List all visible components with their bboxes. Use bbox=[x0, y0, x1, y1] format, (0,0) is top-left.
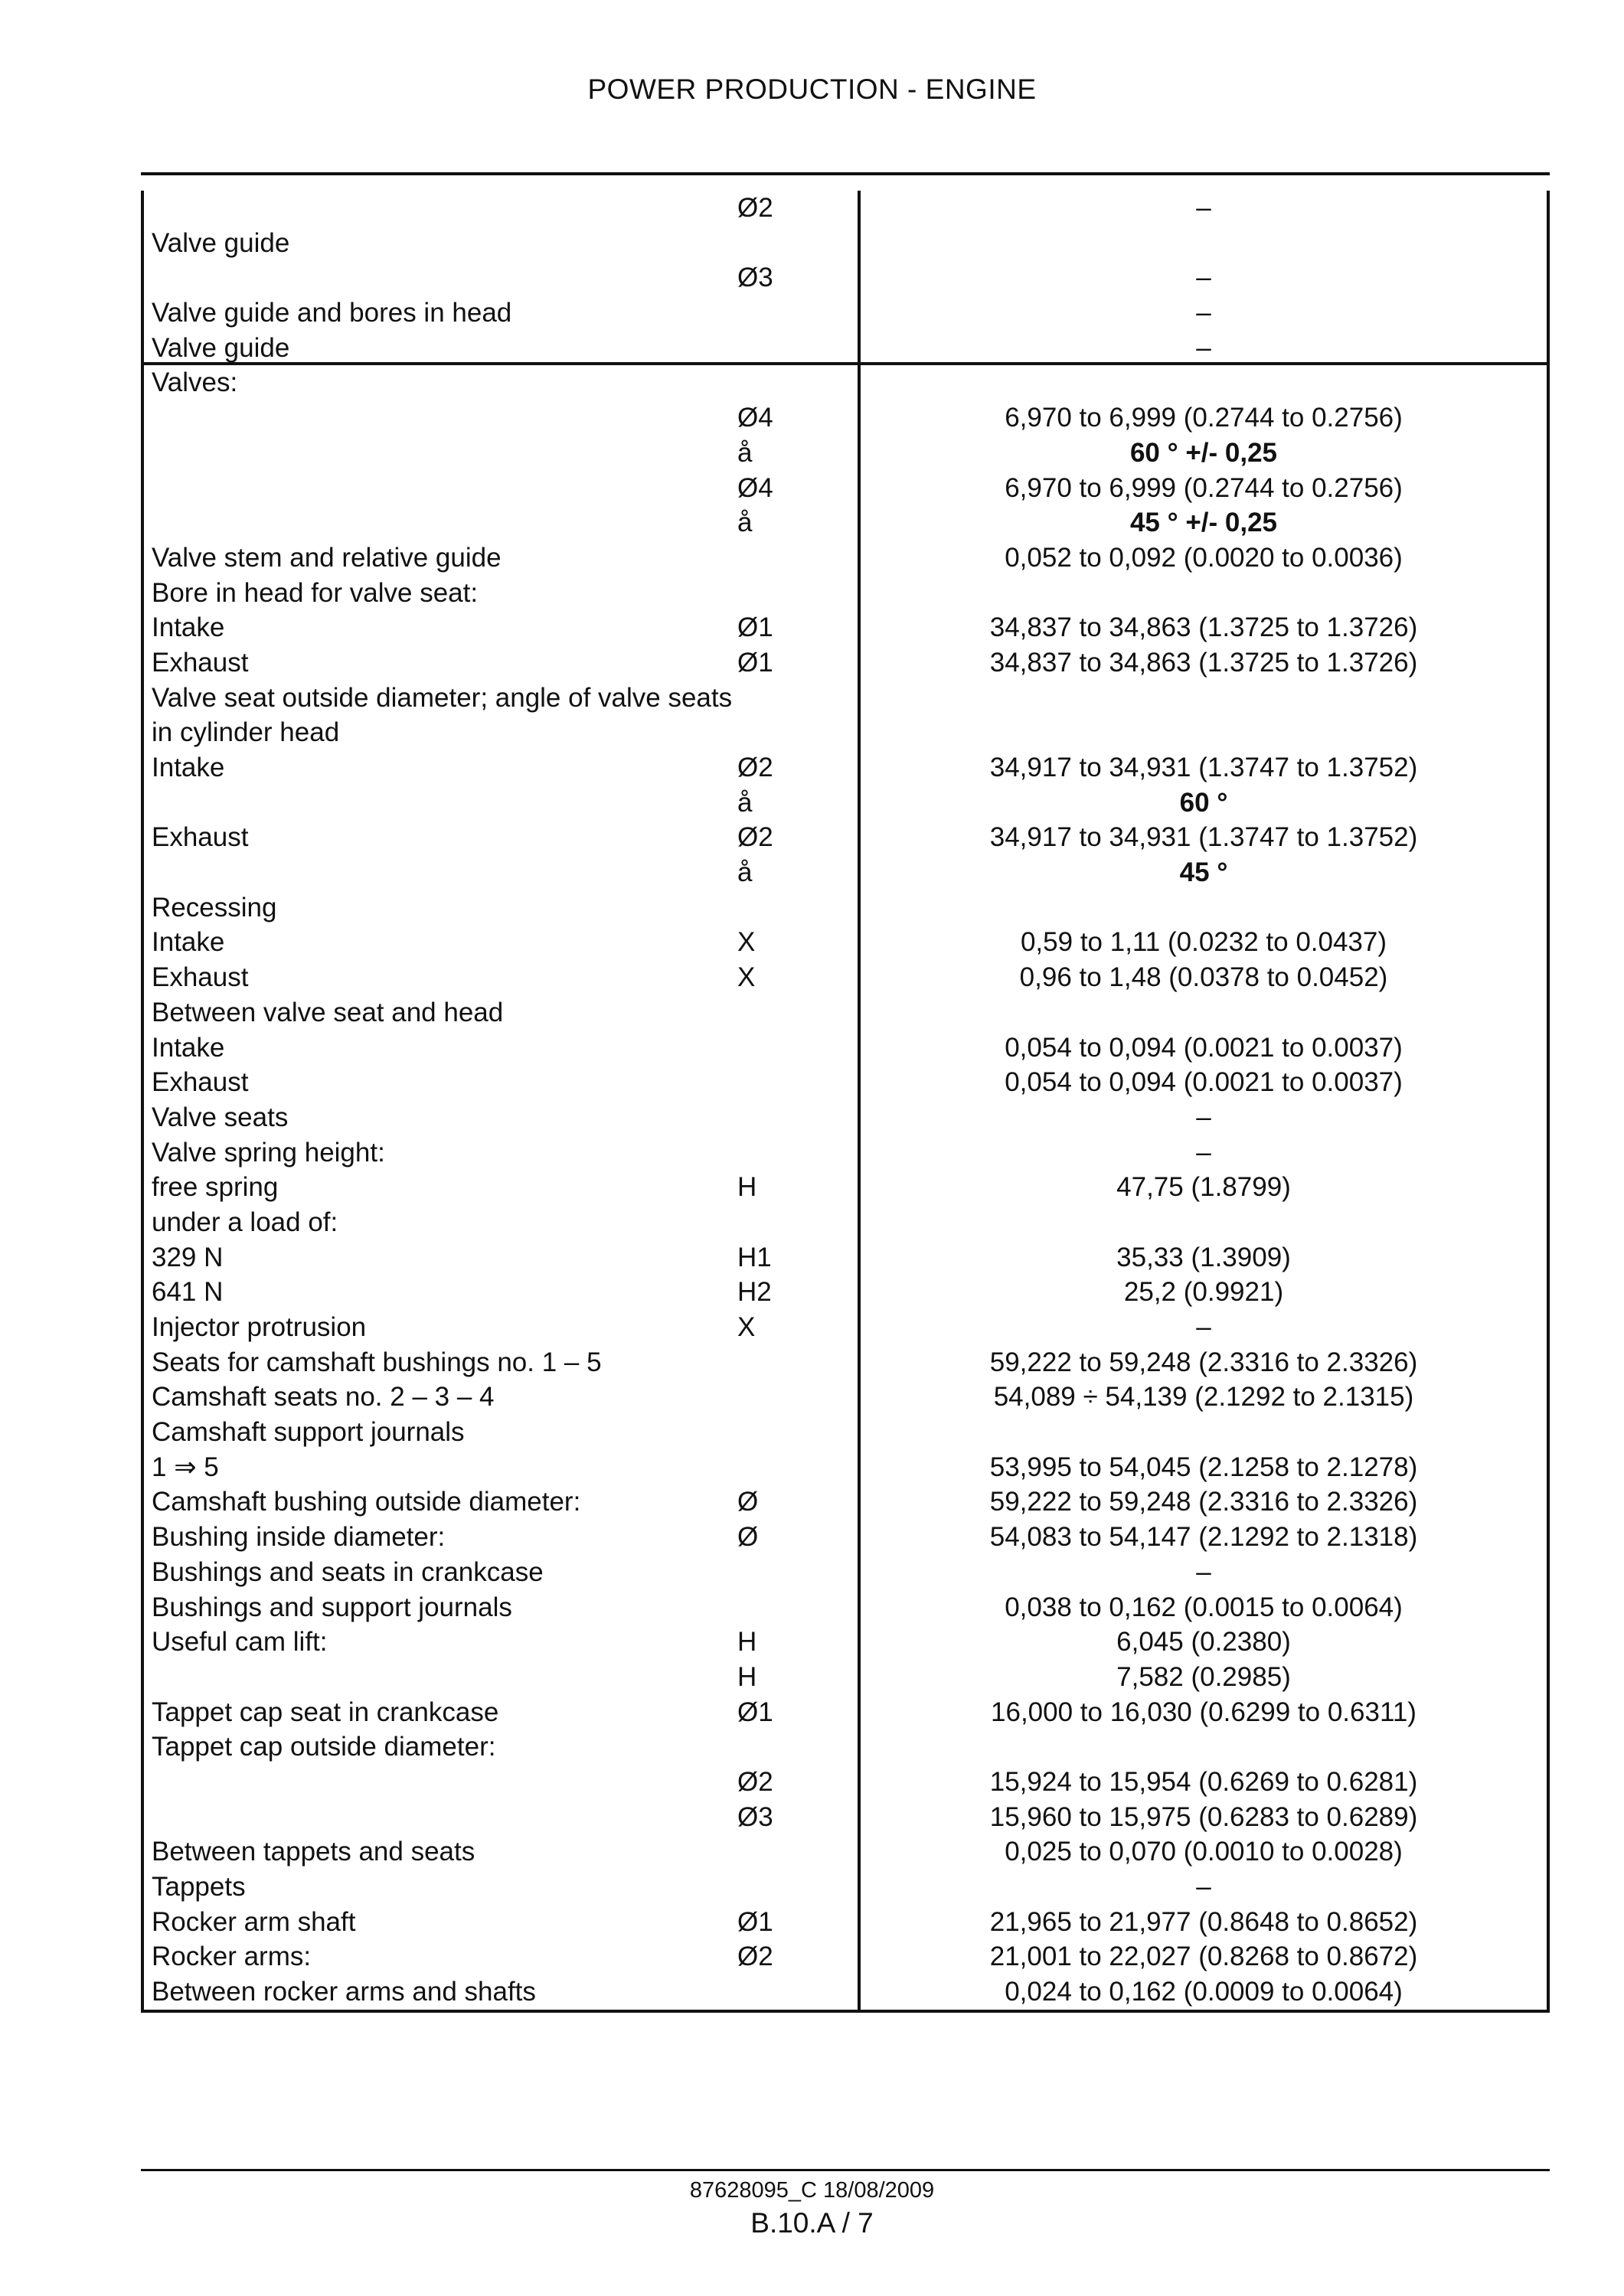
spec-symbol: å bbox=[737, 787, 753, 818]
spec-value: – bbox=[858, 296, 1547, 331]
spec-symbol bbox=[737, 1205, 858, 1240]
spec-value: 6,970 to 6,999 (0.2744 to 0.2756) bbox=[858, 400, 1547, 436]
spec-label bbox=[144, 400, 737, 436]
table-row bbox=[144, 541, 1547, 576]
spec-symbol: Ø2 bbox=[737, 822, 773, 853]
spec-value bbox=[858, 576, 1547, 611]
spec-symbol bbox=[737, 1590, 858, 1625]
table-row bbox=[144, 576, 1547, 611]
table-row bbox=[144, 436, 1547, 471]
table-row bbox=[144, 960, 1547, 995]
spec-label bbox=[144, 1660, 737, 1695]
spec-symbol: Ø1 bbox=[737, 1697, 773, 1727]
spec-symbol: Ø2 bbox=[737, 1942, 773, 1972]
table-row bbox=[144, 890, 1547, 926]
spec-label: 1 ⇒ 5 bbox=[152, 1452, 219, 1482]
spec-symbol: Ø3 bbox=[737, 263, 773, 293]
spec-value: – bbox=[858, 1870, 1547, 1905]
spec-value bbox=[858, 226, 1547, 261]
table-row bbox=[144, 1870, 1547, 1905]
spec-label: Intake bbox=[152, 1032, 225, 1063]
spec-label: Intake bbox=[152, 753, 225, 783]
spec-symbol bbox=[737, 1100, 858, 1135]
spec-label: Bushings and seats in crankcase bbox=[152, 1556, 544, 1587]
spec-symbol: Ø4 bbox=[737, 472, 773, 503]
spec-value: 15,960 to 15,975 (0.6283 to 0.6289) bbox=[858, 1800, 1547, 1835]
spec-value: 45 ° bbox=[858, 855, 1547, 890]
spec-value bbox=[858, 365, 1547, 400]
table-row bbox=[144, 1345, 1547, 1380]
spec-symbol: Ø1 bbox=[737, 612, 773, 643]
spec-symbol: å bbox=[737, 857, 753, 888]
spec-label: Between tappets and seats bbox=[152, 1837, 475, 1867]
spec-value: 53,995 to 54,045 (2.1258 to 2.1278) bbox=[858, 1450, 1547, 1485]
spec-label: 329 N bbox=[152, 1242, 224, 1272]
spec-label: Tappet cap outside diameter: bbox=[152, 1732, 496, 1762]
table-row bbox=[144, 260, 1547, 296]
table-row bbox=[144, 1800, 1547, 1835]
spec-value: 7,582 (0.2985) bbox=[858, 1660, 1547, 1695]
spec-symbol: Ø bbox=[737, 1522, 759, 1553]
table-row bbox=[144, 1100, 1547, 1135]
spec-symbol bbox=[737, 226, 858, 261]
spec-value: 15,924 to 15,954 (0.6269 to 0.6281) bbox=[858, 1765, 1547, 1800]
table-row bbox=[144, 1275, 1547, 1310]
table-row bbox=[144, 681, 1547, 750]
spec-symbol: X bbox=[737, 927, 756, 958]
table-row bbox=[144, 400, 1547, 436]
spec-label: Valve guide bbox=[152, 227, 290, 258]
spec-value bbox=[858, 995, 1547, 1030]
spec-value: 0,024 to 0,162 (0.0009 to 0.0064) bbox=[858, 1974, 1547, 2010]
spec-symbol bbox=[737, 1030, 858, 1066]
spec-value: – bbox=[858, 1100, 1547, 1135]
spec-value: 45 ° +/- 0,25 bbox=[858, 505, 1547, 541]
spec-symbol: Ø bbox=[737, 1487, 759, 1517]
spec-value: 0,59 to 1,11 (0.0232 to 0.0437) bbox=[858, 925, 1547, 960]
spec-symbol bbox=[737, 1834, 858, 1870]
page-header-title: POWER PRODUCTION - ENGINE bbox=[587, 73, 1037, 105]
spec-label: 641 N bbox=[152, 1277, 224, 1308]
spec-label: Valve seat outside diameter; angle of valve seats in cylinder head bbox=[152, 682, 733, 748]
spec-symbol: X bbox=[737, 962, 756, 993]
spec-symbol: H2 bbox=[737, 1277, 772, 1308]
table-row bbox=[144, 855, 1547, 890]
spec-symbol bbox=[737, 365, 858, 400]
spec-symbol bbox=[737, 1974, 858, 2010]
spec-value: 60 ° bbox=[858, 785, 1547, 821]
footer-doc-code: 87628095_C 18/08/2009 bbox=[689, 2178, 935, 2203]
header-divider bbox=[141, 172, 1550, 175]
table-row bbox=[144, 1135, 1547, 1171]
spec-value: 6,970 to 6,999 (0.2744 to 0.2756) bbox=[858, 471, 1547, 506]
spec-label: Exhaust bbox=[152, 647, 249, 678]
spec-value: 6,045 (0.2380) bbox=[858, 1625, 1547, 1660]
spec-value: 16,000 to 16,030 (0.6299 to 0.6311) bbox=[858, 1695, 1547, 1730]
spec-label: Tappets bbox=[152, 1872, 246, 1902]
spec-value bbox=[858, 1205, 1547, 1240]
table-row bbox=[144, 610, 1547, 645]
spec-value: 54,083 to 54,147 (2.1292 to 2.1318) bbox=[858, 1520, 1547, 1555]
spec-symbol bbox=[737, 1870, 858, 1905]
spec-label: Between rocker arms and shafts bbox=[152, 1977, 536, 2007]
spec-value: 35,33 (1.3909) bbox=[858, 1240, 1547, 1275]
table-row bbox=[144, 365, 1547, 400]
spec-value: 25,2 (0.9921) bbox=[858, 1275, 1547, 1310]
spec-symbol: Ø2 bbox=[737, 1766, 773, 1797]
spec-value: 21,001 to 22,027 (0.8268 to 0.8672) bbox=[858, 1939, 1547, 1974]
spec-symbol bbox=[737, 995, 858, 1030]
table-row bbox=[144, 471, 1547, 506]
table-row bbox=[144, 1415, 1547, 1450]
spec-value bbox=[858, 681, 1547, 750]
spec-value: – bbox=[858, 1555, 1547, 1590]
spec-label bbox=[144, 505, 737, 541]
table-row bbox=[144, 1660, 1547, 1695]
spec-value: 0,054 to 0,094 (0.0021 to 0.0037) bbox=[858, 1030, 1547, 1066]
table-row bbox=[144, 1905, 1547, 1940]
table-row bbox=[144, 1939, 1547, 1974]
spec-symbol bbox=[737, 541, 858, 576]
spec-label: Exhaust bbox=[152, 962, 249, 993]
spec-value: 34,837 to 34,863 (1.3725 to 1.3726) bbox=[858, 610, 1547, 645]
spec-symbol bbox=[737, 1065, 858, 1100]
spec-label: Bore in head for valve seat: bbox=[152, 577, 479, 608]
spec-label: Valves: bbox=[152, 367, 238, 398]
spec-value: 21,965 to 21,977 (0.8648 to 0.8652) bbox=[858, 1905, 1547, 1940]
table-row bbox=[144, 1590, 1547, 1625]
table-row bbox=[144, 1695, 1547, 1730]
spec-symbol bbox=[737, 1345, 858, 1380]
spec-value bbox=[858, 1729, 1547, 1765]
footer-page-number: B.10.A / 7 bbox=[750, 2207, 874, 2239]
spec-label: Valve spring height: bbox=[152, 1137, 385, 1168]
spec-symbol: H1 bbox=[737, 1242, 772, 1272]
table-row bbox=[144, 785, 1547, 821]
table-row bbox=[144, 505, 1547, 541]
spec-value: 0,038 to 0,162 (0.0015 to 0.0064) bbox=[858, 1590, 1547, 1625]
spec-symbol: å bbox=[737, 508, 753, 538]
spec-label: Camshaft support journals bbox=[152, 1417, 465, 1448]
table-row bbox=[144, 1520, 1547, 1555]
spec-label: Camshaft bushing outside diameter: bbox=[152, 1487, 581, 1517]
spec-value: – bbox=[858, 1310, 1547, 1345]
table-row bbox=[144, 226, 1547, 261]
table-row bbox=[144, 750, 1547, 785]
spec-label: Rocker arms: bbox=[152, 1942, 312, 1972]
table-row bbox=[144, 1555, 1547, 1590]
spec-symbol: Ø2 bbox=[737, 753, 773, 783]
table-row bbox=[144, 1974, 1547, 2010]
spec-label: Tappet cap seat in crankcase bbox=[152, 1697, 499, 1727]
spec-label: Bushing inside diameter: bbox=[152, 1522, 446, 1553]
spec-value: 34,917 to 34,931 (1.3747 to 1.3752) bbox=[858, 820, 1547, 855]
spec-symbol bbox=[737, 681, 858, 750]
spec-label bbox=[144, 260, 737, 296]
spec-symbol: Ø4 bbox=[737, 403, 773, 433]
spec-label: Rocker arm shaft bbox=[152, 1906, 356, 1937]
spec-label: Intake bbox=[152, 927, 225, 958]
spec-symbol: å bbox=[737, 437, 753, 468]
spec-label: Intake bbox=[152, 612, 225, 643]
table-row bbox=[144, 1450, 1547, 1485]
table-row bbox=[144, 1030, 1547, 1066]
spec-symbol bbox=[737, 1135, 858, 1171]
spec-value: 60 ° +/- 0,25 bbox=[858, 436, 1547, 471]
spec-symbol bbox=[737, 1450, 858, 1485]
spec-label: Valve seats bbox=[152, 1102, 289, 1132]
spec-value: – bbox=[858, 191, 1547, 226]
spec-symbol: Ø1 bbox=[737, 647, 773, 678]
spec-value: 0,052 to 0,092 (0.0020 to 0.0036) bbox=[858, 541, 1547, 576]
spec-symbol: H bbox=[737, 1627, 757, 1657]
spec-label bbox=[144, 471, 737, 506]
spec-symbol: Ø2 bbox=[737, 193, 773, 223]
spec-label: Camshaft seats no. 2 – 3 – 4 bbox=[152, 1382, 495, 1413]
spec-label: Valve guide and bores in head bbox=[152, 298, 512, 328]
spec-value bbox=[858, 1415, 1547, 1450]
table-row bbox=[144, 1765, 1547, 1800]
spec-label bbox=[144, 191, 737, 226]
spec-symbol: H bbox=[737, 1661, 757, 1692]
spec-label: Seats for camshaft bushings no. 1 – 5 bbox=[152, 1347, 602, 1377]
spec-symbol: X bbox=[737, 1312, 756, 1343]
spec-label bbox=[144, 855, 737, 890]
spec-symbol: Ø3 bbox=[737, 1801, 773, 1832]
spec-symbol bbox=[737, 331, 858, 363]
table-row bbox=[144, 1065, 1547, 1100]
table-row bbox=[144, 1380, 1547, 1415]
spec-table bbox=[141, 191, 1550, 2013]
spec-label: Injector protrusion bbox=[152, 1312, 367, 1343]
table-row bbox=[144, 1310, 1547, 1345]
table-row bbox=[144, 296, 1547, 331]
table-row bbox=[144, 1170, 1547, 1205]
spec-symbol bbox=[737, 1380, 858, 1415]
spec-value: 34,837 to 34,863 (1.3725 to 1.3726) bbox=[858, 645, 1547, 681]
spec-symbol bbox=[737, 890, 858, 926]
spec-symbol: Ø1 bbox=[737, 1906, 773, 1937]
spec-value: 54,089 ÷ 54,139 (2.1292 to 2.1315) bbox=[858, 1380, 1547, 1415]
table-row bbox=[144, 1729, 1547, 1765]
spec-value: 59,222 to 59,248 (2.3316 to 2.3326) bbox=[858, 1484, 1547, 1520]
table-row bbox=[144, 331, 1547, 366]
table-row bbox=[144, 1205, 1547, 1240]
table-row bbox=[144, 1240, 1547, 1275]
table-row bbox=[144, 925, 1547, 960]
table-row bbox=[144, 1625, 1547, 1660]
spec-label: free spring bbox=[152, 1172, 279, 1203]
spec-label: Exhaust bbox=[152, 822, 249, 853]
spec-label: Recessing bbox=[152, 892, 277, 923]
spec-value: – bbox=[858, 260, 1547, 296]
spec-value bbox=[858, 890, 1547, 926]
table-row bbox=[144, 645, 1547, 681]
spec-value: 47,75 (1.8799) bbox=[858, 1170, 1547, 1205]
spec-symbol bbox=[737, 296, 858, 331]
spec-symbol bbox=[737, 1729, 858, 1765]
table-row bbox=[144, 191, 1547, 226]
spec-label: Between valve seat and head bbox=[152, 997, 504, 1027]
spec-symbol bbox=[737, 1555, 858, 1590]
spec-value: – bbox=[858, 331, 1547, 363]
spec-symbol bbox=[737, 576, 858, 611]
footer-divider bbox=[141, 2169, 1550, 2171]
spec-label: Valve guide bbox=[152, 332, 290, 363]
spec-label bbox=[144, 785, 737, 821]
spec-value: 0,054 to 0,094 (0.0021 to 0.0037) bbox=[858, 1065, 1547, 1100]
spec-label: Valve stem and relative guide bbox=[152, 542, 502, 573]
spec-label: Bushings and support journals bbox=[152, 1592, 512, 1622]
spec-label: Exhaust bbox=[152, 1067, 249, 1098]
spec-value: 34,917 to 34,931 (1.3747 to 1.3752) bbox=[858, 750, 1547, 785]
table-row bbox=[144, 820, 1547, 855]
spec-label bbox=[144, 1765, 737, 1800]
spec-value: 59,222 to 59,248 (2.3316 to 2.3326) bbox=[858, 1345, 1547, 1380]
spec-value: 0,025 to 0,070 (0.0010 to 0.0028) bbox=[858, 1834, 1547, 1870]
spec-symbol bbox=[737, 1415, 858, 1450]
spec-label: under a load of: bbox=[152, 1207, 338, 1237]
table-row bbox=[144, 1834, 1547, 1870]
spec-value: 0,96 to 1,48 (0.0378 to 0.0452) bbox=[858, 960, 1547, 995]
table-row bbox=[144, 995, 1547, 1030]
spec-label bbox=[144, 436, 737, 471]
spec-label: Useful cam lift: bbox=[152, 1627, 328, 1657]
table-row bbox=[144, 1484, 1547, 1520]
spec-label bbox=[144, 1800, 737, 1835]
spec-value: – bbox=[858, 1135, 1547, 1171]
spec-symbol: H bbox=[737, 1172, 757, 1203]
